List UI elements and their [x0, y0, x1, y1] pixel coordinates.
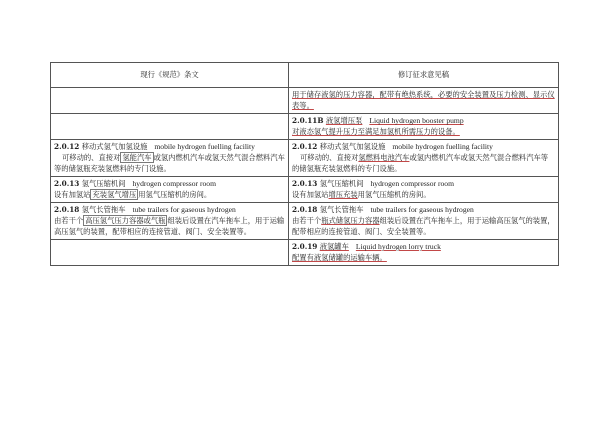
revised-cell [289, 240, 559, 266]
clause-text: 或氢内燃机汽车或氢天然气混合燃料汽车等的储氢瓶充装氢燃料的专门设施。 [54, 152, 285, 173]
deleted-phrase: 充装氢气增压 [92, 189, 137, 199]
clause-text: 用氢气压缩机的房间。 [138, 189, 212, 199]
clause-text: 由若干个 [54, 215, 84, 225]
clause-title-en: hydrogen compressor room [370, 179, 454, 189]
current-cell-empty [51, 88, 289, 114]
table-header-row [51, 63, 559, 88]
revised-cell [289, 114, 559, 140]
revised-text: 用于储存液氢的压力容器，配带有绝热系统，必要的安全装置及压力检测、显示仪表等。 [292, 90, 555, 110]
clause-text: 设有加氢站 [292, 189, 329, 199]
clause-text: 组装后设置在汽车拖车上，用于运输高压氢气的装置，配带相应的连接管道、阀门、安全装置等。 [54, 215, 285, 236]
revised-cell [289, 177, 559, 203]
revised-cell [289, 140, 559, 177]
clause-number: 2.0.18 [292, 205, 318, 215]
clause-title-en: tube trailers for gaseous hydrogen [132, 205, 236, 215]
current-cell [51, 203, 289, 240]
current-cell-empty [51, 114, 289, 140]
clause-text: 对液态氢气提升压力至满足加氢机所需压力的设备。 [292, 126, 460, 136]
clause-text: 由若干个 [292, 215, 322, 225]
current-cell-empty [51, 240, 289, 266]
clause-title: 移动式氢气加氢设施 [319, 142, 386, 152]
clause-text: 或氢内燃机汽车或氢天然气混合燃料汽车等的储氢瓶充装氢燃料的专门设施。 [292, 152, 549, 173]
revised-cell [289, 203, 559, 240]
header-current: 现行《规范》条文 [51, 63, 289, 88]
clause-number: 2.0.12 [54, 142, 80, 152]
clause-text: 设有加氢站 [54, 189, 91, 199]
clause-number: 2.0.19 [292, 242, 318, 252]
clause-text: 配置有液氢储罐的运输车辆。 [292, 252, 387, 262]
table-row [51, 177, 559, 203]
deleted-phrase: 高压氢气压力容器或气瓶 [85, 215, 166, 225]
revised-cell [289, 88, 559, 114]
clause-title-en: mobile hydrogen fuelling facility [154, 142, 255, 152]
clause-title: 氢气长管拖车 [319, 205, 364, 215]
clause-title: 氢气长管拖车 [81, 205, 126, 215]
clause-title: 氢气压缩机间 [81, 179, 126, 189]
clause-text: 组装后设置在汽车拖车上，用于运输高压氢气的装置，配带相应的连接管道、阀门、安全装置等。 [292, 215, 555, 236]
clause-number: 2.0.11B [292, 116, 324, 126]
clause-title-en: Liquid hydrogen lorry truck [355, 242, 441, 252]
clause-title: 液氢增压泵 [325, 116, 363, 126]
table-row [51, 114, 559, 140]
clause-title-en: hydrogen compressor room [132, 179, 216, 189]
current-cell [51, 140, 289, 177]
clause-number: 2.0.12 [292, 142, 318, 152]
clause-number: 2.0.13 [54, 179, 80, 189]
current-cell [51, 177, 289, 203]
clause-title: 移动式氢气加氢设施 [81, 142, 148, 152]
clause-title-en: mobile hydrogen fuelling facility [392, 142, 493, 152]
clause-title-en: Liquid hydrogen booster pump [369, 116, 464, 126]
clause-title: 液氢罐车 [319, 242, 349, 252]
clause-text: 可移动的、直接对 [300, 152, 359, 162]
comparison-table [50, 62, 559, 266]
inserted-phrase: 氢燃料电池汽车 [358, 152, 410, 162]
table-row [51, 88, 559, 114]
clause-text: 用氢气压缩机的房间。 [357, 189, 431, 199]
header-revised: 修订征求意见稿 [289, 63, 559, 88]
clause-number: 2.0.13 [292, 179, 318, 189]
clause-title-en: tube trailers for gaseous hydrogen [370, 205, 474, 215]
inserted-phrase: 增压充装 [328, 189, 358, 199]
table-row [51, 140, 559, 177]
table-row [51, 203, 559, 240]
clause-title: 氢气压缩机间 [319, 179, 364, 189]
deleted-phrase: 氢能汽车 [122, 152, 152, 162]
table-row [51, 240, 559, 266]
clause-text: 可移动的、直接对 [62, 152, 121, 162]
clause-number: 2.0.18 [54, 205, 80, 215]
inserted-phrase: 瓶式储氢压力容器 [321, 215, 380, 225]
